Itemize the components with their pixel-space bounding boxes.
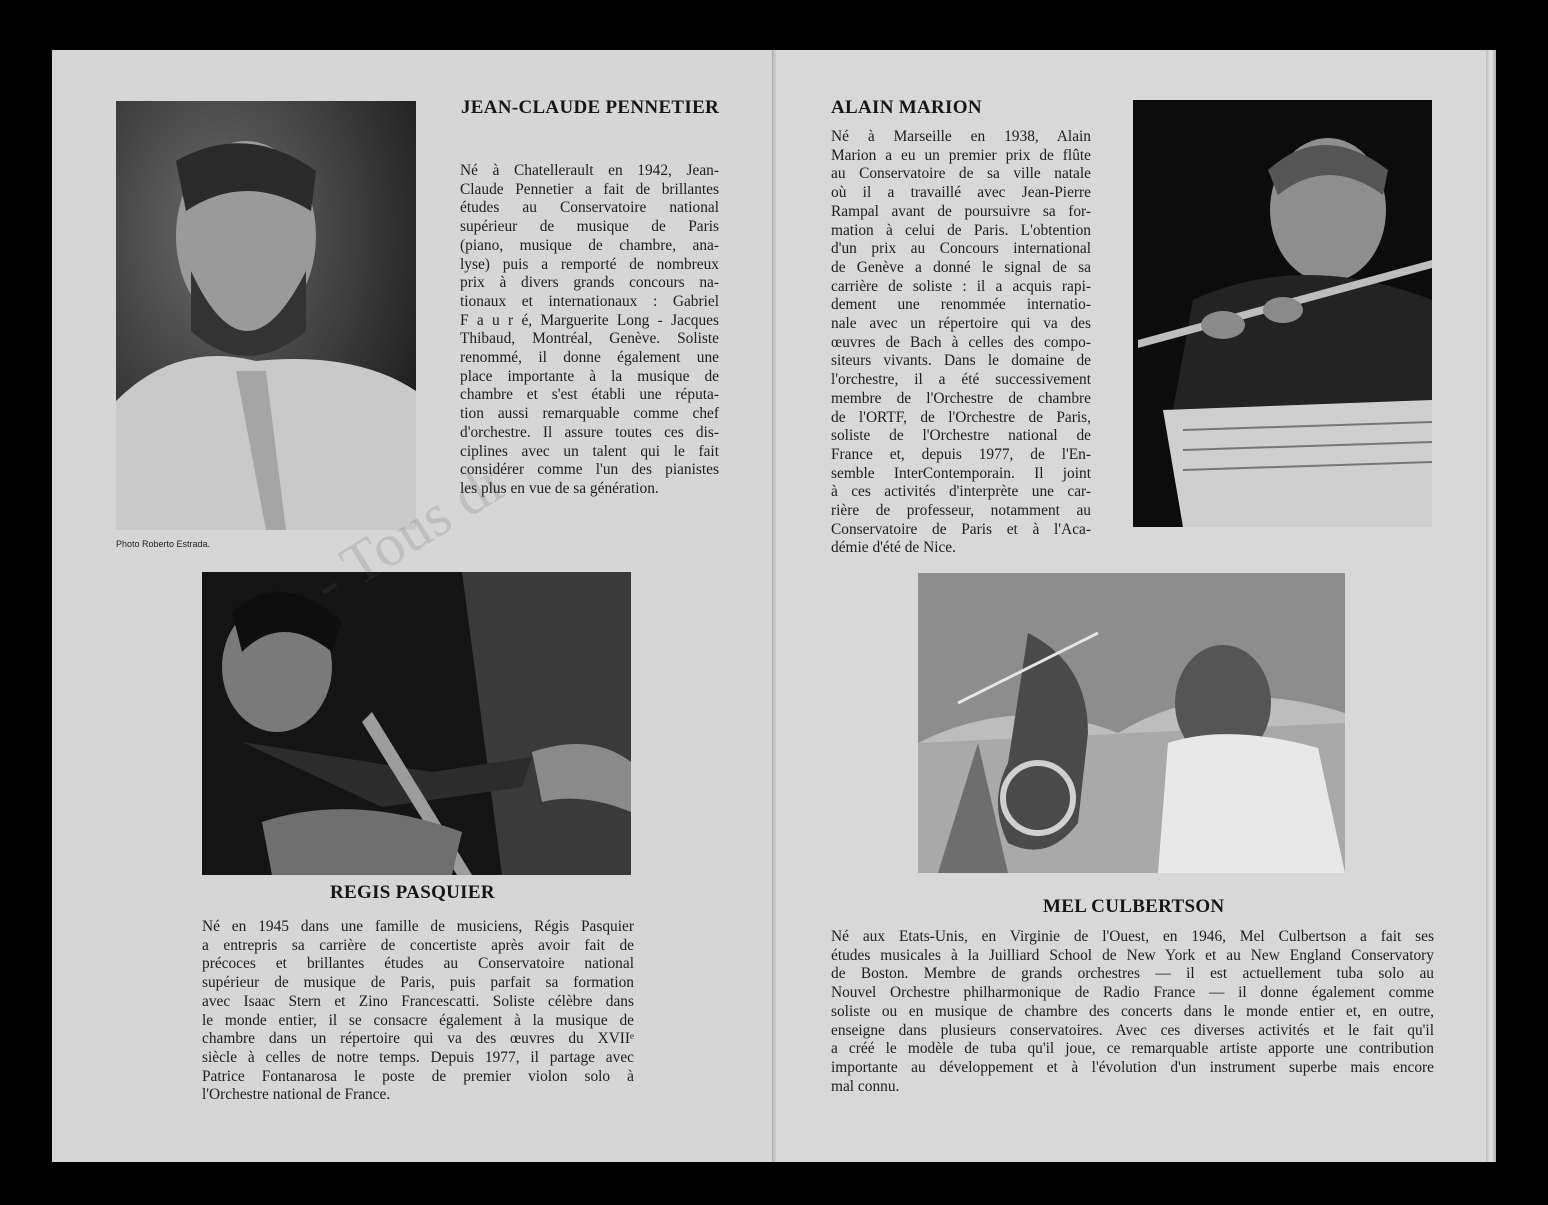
bio-line: membre de l'Orchestre de chambre bbox=[831, 389, 1091, 407]
bio-line: importante au développement et à l'évolution d'un instrument superbe mais encore bbox=[831, 1058, 1434, 1076]
bio-line: Rampal avant de poursuivre sa for- bbox=[831, 202, 1091, 220]
culbertson-bio bbox=[831, 928, 1434, 1096]
bio-line: de l'ORTF, de l'Orchestre de Paris, bbox=[831, 408, 1091, 426]
bio-line: d'un prix au Concours international bbox=[831, 240, 1091, 258]
bio-line: démie d'été de Nice. bbox=[831, 539, 956, 557]
marion-photo bbox=[1133, 100, 1432, 527]
pennetier-photo bbox=[116, 101, 416, 530]
bio-line: chambre et s'est établi une réputa- bbox=[460, 386, 719, 404]
bio-line: au Conservatoire de sa ville natale bbox=[831, 165, 1091, 183]
bio-line: d'orchestre. Il assure toutes ces dis- bbox=[460, 423, 719, 441]
bio-line: France et, depuis 1977, de l'En- bbox=[831, 445, 1091, 463]
bio-line: Nouvel Orchestre philharmonique de Radio France — il donne également comme bbox=[831, 984, 1434, 1002]
bio-line: Marion a eu un premier prix de flûte bbox=[831, 146, 1091, 164]
bio-line: études au Conservatoire national bbox=[460, 199, 719, 217]
bio-line: renommé, il donne également une bbox=[460, 349, 719, 367]
bio-line: Né à Chatellerault en 1942, Jean- bbox=[460, 162, 719, 179]
bio-line: carrière de soliste : il a acquis rapi- bbox=[831, 277, 1091, 295]
marion-bio bbox=[831, 128, 1091, 558]
bio-line: nale avec un répertoire qui va des bbox=[831, 315, 1091, 333]
bio-line: F a u r é, Marguerite Long - Jacques bbox=[460, 311, 719, 329]
bio-line: de Genève a donné le signal de sa bbox=[831, 258, 1091, 276]
bio-line: dement une renommée internatio- bbox=[831, 296, 1091, 314]
bio-line: chambre dans un répertoire qui va des œuvres du XVIIᵉ bbox=[202, 1030, 634, 1048]
bio-line: études musicales à la Juilliard School de New York et au New England Conservatory bbox=[831, 946, 1434, 964]
bio-line: œuvres de Bach à celles des compo- bbox=[831, 333, 1091, 351]
bio-line: à ces activités d'interprète une car- bbox=[831, 483, 1091, 501]
bio-line: Né en 1945 dans une famille de musiciens, Régis Pasquier bbox=[202, 918, 634, 935]
bio-line: précoces et brillantes études au Conservatoire national bbox=[202, 955, 634, 973]
bio-line: (piano, musique de chambre, ana- bbox=[460, 236, 719, 254]
bio-line: avec Isaac Stern et Zino Francescatti. Soliste célèbre dans bbox=[202, 992, 634, 1010]
page-edge bbox=[1486, 50, 1496, 1162]
bio-line: Thibaud, Montréal, Genève. Soliste bbox=[460, 330, 719, 348]
bio-line: ciplines avec un talent qui le fait bbox=[460, 442, 719, 460]
marion-name: ALAIN MARION bbox=[831, 97, 982, 118]
bio-line: supérieur de musique de Paris, puis parfait sa formation bbox=[202, 974, 634, 992]
pennetier-name: JEAN-CLAUDE PENNETIER bbox=[461, 97, 720, 118]
bio-line: Né à Marseille en 1938, Alain bbox=[831, 128, 1091, 145]
bio-line: siècle à celles de notre temps. Depuis 1977, il partage avec bbox=[202, 1048, 634, 1066]
bio-line: tion aussi remarquable comme chef bbox=[460, 405, 719, 423]
bio-line: l'Orchestre national de France. bbox=[202, 1086, 391, 1104]
bio-line: a entrepris sa carrière de concertiste après avoir fait de bbox=[202, 936, 634, 954]
photo-credit: Photo Roberto Estrada. bbox=[116, 539, 211, 549]
bio-line: place importante à la musique de bbox=[460, 367, 719, 385]
culbertson-name: MEL CULBERTSON bbox=[1043, 896, 1225, 917]
bio-line: où il a travaillé avec Jean-Pierre bbox=[831, 184, 1091, 202]
culbertson-photo bbox=[918, 573, 1345, 873]
pennetier-bio bbox=[460, 162, 719, 499]
bio-line: Conservatoire de Paris et à l'Aca- bbox=[831, 520, 1091, 538]
pasquier-photo bbox=[202, 572, 631, 875]
bio-line: de Boston. Membre de grands orchestres — il est actuellement tuba solo au bbox=[831, 965, 1434, 983]
bio-line: considérer comme l'un des pianistes bbox=[460, 461, 719, 479]
bio-line: rière de professeur, notamment au bbox=[831, 502, 1091, 520]
bio-line: les plus en vue de sa génération. bbox=[460, 479, 659, 497]
bio-line: supérieur de musique de Paris bbox=[460, 218, 719, 236]
pasquier-name: REGIS PASQUIER bbox=[330, 882, 495, 903]
bio-line: Claude Pennetier a fait de brillantes bbox=[460, 180, 719, 198]
bio-line: le monde entier, il se consacre également à la musique de bbox=[202, 1011, 634, 1029]
bio-line: mal connu. bbox=[831, 1077, 900, 1095]
bio-line: siteurs vivants. Dans le domaine de bbox=[831, 352, 1091, 370]
bio-line: Né aux Etats-Unis, en Virginie de l'Ouest, en 1946, Mel Culbertson a fait ses bbox=[831, 928, 1434, 945]
bio-line: a créé le modèle de tuba qu'il joue, ce remarquable artiste apporte une contribution bbox=[831, 1040, 1434, 1058]
bio-line: soliste ou en musique de chambre des concerts dans le monde entier et, en outre, bbox=[831, 1002, 1434, 1020]
bio-line: Patrice Fontanarosa le poste de premier violon solo à bbox=[202, 1067, 634, 1085]
bio-line: l'orchestre, il a été successivement bbox=[831, 371, 1091, 389]
pasquier-bio bbox=[202, 918, 634, 1105]
bio-line: tionaux et internationaux : Gabriel bbox=[460, 292, 719, 310]
bio-line: soliste de l'Orchestre national de bbox=[831, 427, 1091, 445]
bio-line: semble InterContemporain. Il joint bbox=[831, 464, 1091, 482]
bio-line: mation à celui de Paris. L'obtention bbox=[831, 221, 1091, 239]
bio-line: lyse) puis a remporté de nombreux bbox=[460, 255, 719, 273]
bio-line: prix à divers grands concours na- bbox=[460, 274, 719, 292]
bio-line: enseigne dans plusieurs conservatoires. Avec ces diverses activités et le fait qu'il bbox=[831, 1021, 1434, 1039]
